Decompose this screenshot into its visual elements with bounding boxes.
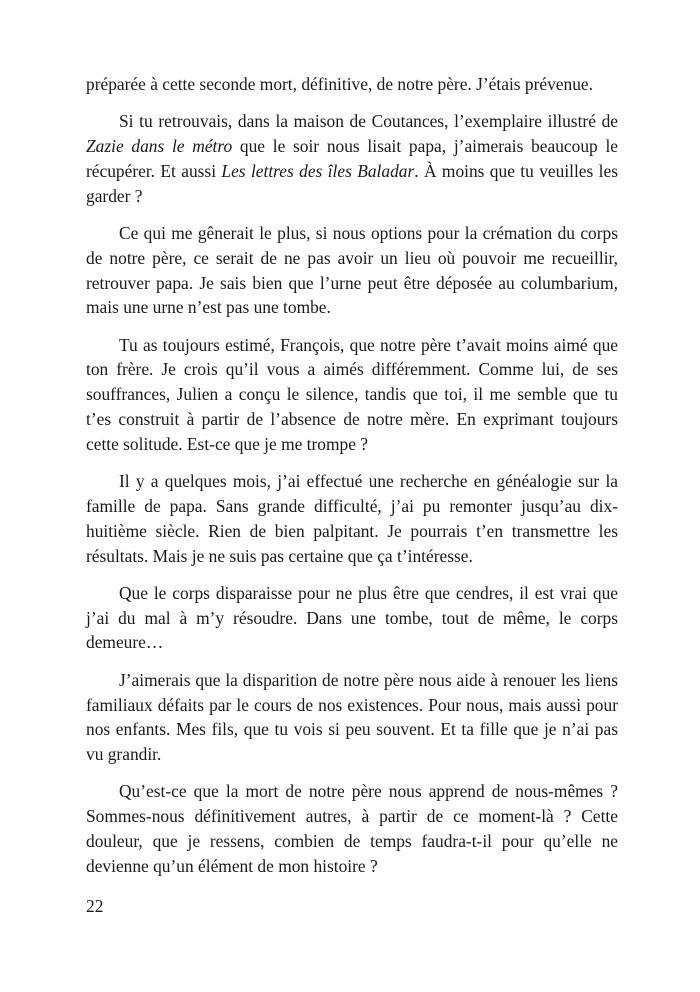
paragraph-8	[86, 779, 618, 878]
paragraph-5	[86, 469, 618, 568]
paragraph-7	[86, 668, 618, 767]
paragraph-2	[86, 109, 618, 208]
page-number: 22	[86, 896, 104, 916]
paragraph-text: préparée à cette seconde mort, définitive, de notre père. J’étais prévenue.	[86, 74, 593, 94]
paragraph-text: Si tu retrouvais, dans la maison de Coutances, l’exemplaire illustré de	[119, 111, 618, 132]
paragraph-text: Tu as toujours estimé, François, que notre père t’avait moins aimé que ton frère. Je crois qu’il vous a aimés différemment. Comme lui, de ses souffrances, Julien a conçu le silence, tandis que toi, il me semble que tu t’es construit à partir de l’absence de notre mère. En exprimant toujours cette solitude. Est-ce que je me trompe ?	[86, 334, 618, 454]
book-title-zazie: Zazie dans le métro	[86, 136, 233, 157]
paragraph-text: Ce qui me gênerait le plus, si nous options pour la crémation du corps de notre père, ce serait de ne pas avoir un lieu où pouvoir me recueillir, retrouver papa. Je sais bien que l’urne peut être déposée au columbarium, mais une urne n’est pas une tombe.	[86, 222, 618, 318]
paragraph-1	[86, 72, 618, 97]
page-body	[86, 72, 618, 891]
paragraph-6	[86, 581, 618, 655]
book-title-baladar: Les lettres des îles Baladar	[221, 160, 415, 181]
paragraph-4	[86, 333, 618, 457]
paragraph-text: Que le corps disparaisse pour ne plus être que cendres, il est vrai que j’ai du mal à m’y résoudre. Dans une tombe, tout de même, le corps demeure…	[86, 582, 618, 653]
paragraph-text: Il y a quelques mois, j’ai effectué une recherche en généalogie sur la famille de papa. Sans grande difficulté, j’ai pu remonter jusqu’au dix-huitième siècle. Rien de bien palpitant. Je pourrais t’en transmettre les résultats. Mais je ne suis pas certaine que ça t’intéresse.	[86, 471, 618, 566]
paragraph-text: Qu’est-ce que la mort de notre père nous apprend de nous-mêmes ? Sommes-nous définitivement autres, à partir de ce moment-là ? Cette douleur, que je ressens, combien de temps faudra-t-il pour qu’elle ne devienne qu’un élément de mon histoire ?	[86, 781, 618, 876]
paragraph-text: que le soir nous lisait papa, j’aimerais beaucoup le récupérer. Et aussi	[86, 136, 618, 181]
paragraph-text: J’aimerais que la disparition de notre père nous aide à renouer les liens familiaux défaits par le cours de nos existences. Pour nous, mais aussi pour nos enfants. Mes fils, que tu vois si peu souvent. Et ta fille que je n’ai pas vu grandir.	[86, 669, 618, 765]
paragraph-3	[86, 221, 618, 320]
paragraph-text: . À moins que tu veuilles les garder ?	[86, 160, 618, 206]
